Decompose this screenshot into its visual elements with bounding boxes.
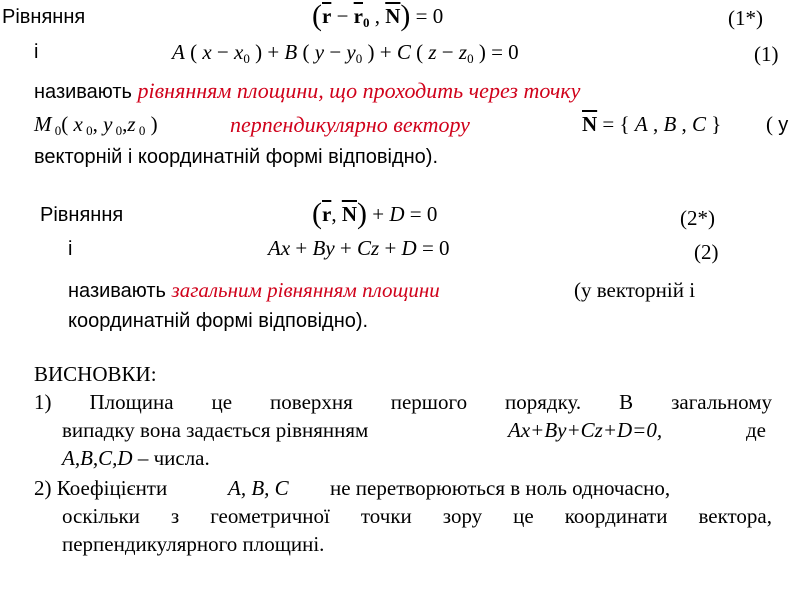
conjunction-2: і <box>68 238 73 260</box>
conclusion-1-line-1: 1) Площина це поверхня першого порядку. В загальному <box>34 390 772 414</box>
conclusion-1-line-3: A,B,C,D – числа. <box>62 446 210 470</box>
equation-label-2: Рівняння <box>40 204 124 226</box>
equation-tag-2: (2) <box>694 240 719 264</box>
red-term-perpendicular: перпендикулярно вектору <box>230 112 470 137</box>
point-M0: M $_0$( x $_0$, y $_0$,z $_0$ ) <box>34 112 158 138</box>
coordinate-equation-1: A ( $x - x_0$ ) + B ( $y - y_0$ ) + C ( $z - z_0$ ) = 0 <box>172 40 519 66</box>
vector-equation-2: ($\overline{r}$, $\overline{N}) + D = 0$ <box>312 197 438 230</box>
definition-line-2-end: координатній формі відповідно). <box>68 310 369 332</box>
word-nazyvayut: називають <box>34 81 132 103</box>
definition-line-1-end: векторній і координатній формі відповідно). <box>34 146 438 168</box>
conclusion-2-vars: A, B, C <box>228 476 289 500</box>
conclusion-1-word-de: де <box>746 418 767 442</box>
normal-vector-definition: $\overline{N}$ = { A , B , C } <box>582 112 722 136</box>
equation-tag-1-star: (1*) <box>728 6 763 30</box>
equation-label-1: Рівняння <box>2 6 86 28</box>
conjunction-1: і <box>34 41 39 63</box>
conclusion-2-line-1b: не перетворюються в ноль одночасно, <box>330 476 671 500</box>
word-nazyvayut-2: називають <box>68 280 166 302</box>
conclusion-2-line-2: оскільки з геометричної точки зору це координати вектора, <box>62 504 772 528</box>
red-term-general-equation: загальним рівнянням площини <box>171 278 440 302</box>
equation-tag-2-star: (2*) <box>680 206 715 230</box>
vector-equation-1: ($\overline{r} - \overline{r}_0$ , $\overline{N}) = 0$ <box>312 0 444 32</box>
definition-line-2 <box>68 278 440 303</box>
equation-tag-1: (1) <box>754 42 779 66</box>
conclusion-1-line-2: випадку вона задається рівнянням <box>62 418 369 442</box>
definition-line-2-tail: (у векторній і <box>574 278 696 302</box>
conclusion-2-line-1a: 2) Коефіцієнти <box>34 476 168 500</box>
red-term-plane-through-point: рівнянням площини, що проходить через точку <box>137 78 581 103</box>
general-equation: Ax + By + Cz + D = 0 <box>268 236 450 260</box>
definition-line-1 <box>34 78 580 104</box>
paren-open: ( у <box>766 112 789 136</box>
conclusions-heading: ВИСНОВКИ: <box>34 362 157 386</box>
conclusion-1-equation: Ax+By+Cz+D=0, <box>508 418 663 442</box>
conclusion-2-line-3: перпендикулярного площині. <box>62 532 325 556</box>
